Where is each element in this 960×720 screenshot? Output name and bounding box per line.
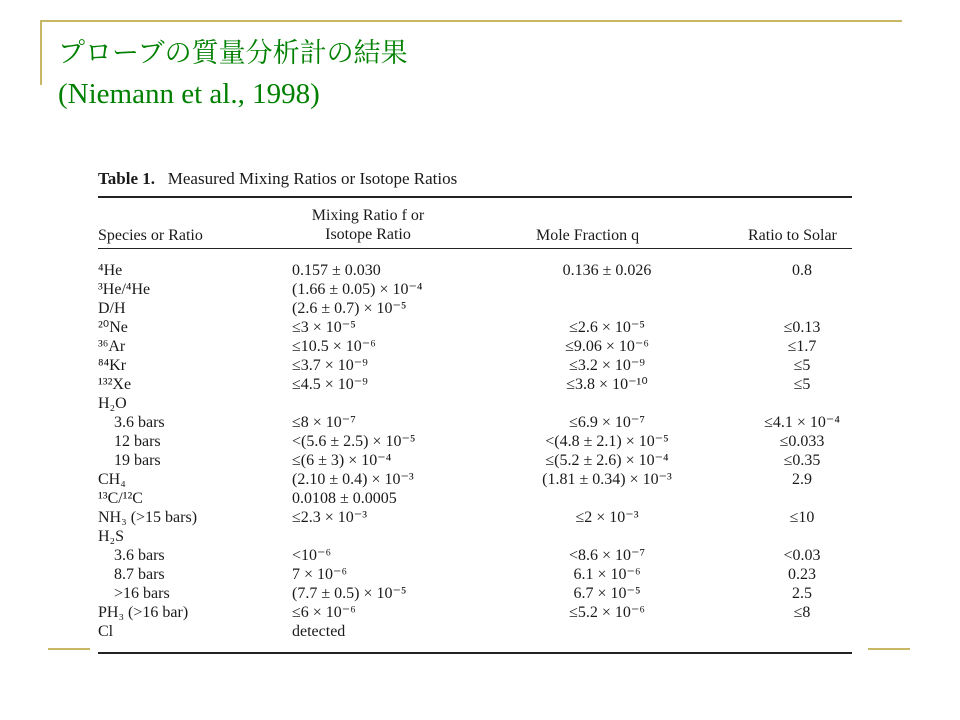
cell-solar: ≤5 (793, 376, 811, 393)
cell-mole: (1.81 ± 0.34) × 10⁻³ (542, 471, 672, 488)
cell-solar: ≤10 (789, 509, 815, 526)
cell-species: CH₄ (98, 471, 126, 488)
cell-species: ³⁶Ar (98, 338, 126, 355)
cell-mix: 0.0108 ± 0.0005 (292, 490, 397, 507)
cell-mole: ≤3.2 × 10⁻⁹ (569, 357, 645, 374)
cell-species: ⁸⁴Kr (98, 357, 127, 374)
cell-species: NH₃ (>15 bars) (98, 509, 198, 526)
cell-species: 3.6 bars (114, 547, 165, 564)
cell-mix: ≤4.5 × 10⁻⁹ (292, 376, 368, 393)
cell-species: ³He/⁴He (98, 281, 151, 298)
decorative-bottom-right-line (868, 648, 910, 650)
cell-mole: 0.136 ± 0.026 (562, 262, 652, 279)
cell-species: 3.6 bars (114, 414, 165, 431)
cell-species: 8.7 bars (114, 566, 165, 583)
cell-mole: ≤3.8 × 10⁻¹⁰ (566, 376, 648, 393)
cell-solar: ≤0.033 (779, 433, 825, 450)
cell-mix: ≤(6 ± 3) × 10⁻⁴ (292, 452, 392, 469)
table-bottom-rule (98, 652, 852, 654)
cell-solar: ≤5 (793, 357, 811, 374)
decorative-vertical-line (40, 20, 42, 85)
cell-mix: ≤2.3 × 10⁻³ (292, 509, 368, 526)
cell-solar: 0.23 (788, 566, 816, 583)
cell-solar: 2.5 (792, 585, 812, 602)
cell-species: Cl (98, 623, 114, 640)
table-label: Table 1. (98, 169, 156, 188)
cell-mix: (1.66 ± 0.05) × 10⁻⁴ (292, 281, 423, 298)
column-header-mixing-ratio-line2: Isotope Ratio (325, 226, 411, 243)
table-top-rule (98, 196, 852, 198)
cell-species: D/H (98, 300, 126, 317)
table-caption-text: Measured Mixing Ratios or Isotope Ratios (167, 169, 458, 188)
cell-species: H₂S (98, 528, 125, 545)
cell-mix: ≤6 × 10⁻⁶ (292, 604, 356, 621)
cell-mix: 7 × 10⁻⁶ (292, 566, 348, 583)
cell-mix: ≤10.5 × 10⁻⁶ (292, 338, 376, 355)
cell-solar: <0.03 (783, 547, 821, 564)
column-header-mole-fraction: Mole Fraction q (536, 227, 640, 244)
cell-species: ¹³²Xe (98, 376, 132, 393)
cell-mix: (2.6 ± 0.7) × 10⁻⁵ (292, 300, 407, 317)
cell-solar: ≤0.35 (783, 452, 821, 469)
table-scan-image (90, 160, 866, 663)
cell-mole: ≤2.6 × 10⁻⁵ (569, 319, 645, 336)
slide-subtitle: (Niemann et al., 1998) (58, 78, 320, 110)
cell-species: PH₃ (>16 bar) (98, 604, 189, 621)
cell-mix: ≤3 × 10⁻⁵ (292, 319, 356, 336)
cell-solar: 0.8 (792, 262, 812, 279)
cell-mix: 0.157 ± 0.030 (292, 262, 381, 279)
cell-mole: 6.7 × 10⁻⁵ (573, 585, 641, 602)
column-header-mixing-ratio (298, 206, 438, 244)
cell-solar: ≤0.13 (783, 319, 821, 336)
cell-solar: 2.9 (792, 471, 812, 488)
cell-mix: ≤8 × 10⁻⁷ (292, 414, 356, 431)
cell-species: >16 bars (114, 585, 170, 602)
cell-species: ¹³C/¹²C (98, 490, 143, 507)
decorative-bottom-left-line (48, 648, 92, 650)
slide-title: プローブの質量分析計の結果 (58, 38, 408, 69)
cell-mole: <(4.8 ± 2.1) × 10⁻⁵ (545, 433, 669, 450)
cell-mole: ≤9.06 × 10⁻⁶ (565, 338, 649, 355)
cell-mix: (2.10 ± 0.4) × 10⁻³ (292, 471, 414, 488)
cell-species: ²⁰Ne (98, 319, 128, 336)
column-header-ratio-to-solar: Ratio to Solar (748, 227, 837, 244)
cell-solar: ≤8 (793, 604, 811, 621)
cell-mole: ≤6.9 × 10⁻⁷ (569, 414, 645, 431)
cell-mole: <8.6 × 10⁻⁷ (568, 547, 646, 564)
cell-mix: ≤3.7 × 10⁻⁹ (292, 357, 368, 374)
decorative-top-line (40, 20, 902, 22)
cell-mix: <(5.6 ± 2.5) × 10⁻⁵ (292, 433, 416, 450)
cell-mole: ≤2 × 10⁻³ (575, 509, 639, 526)
cell-mix: detected (292, 623, 346, 640)
cell-mole: ≤(5.2 ± 2.6) × 10⁻⁴ (545, 452, 669, 469)
table-header-rule (98, 248, 852, 249)
cell-mole: 6.1 × 10⁻⁶ (573, 566, 641, 583)
cell-mix: <10⁻⁶ (292, 547, 332, 564)
cell-mole: ≤5.2 × 10⁻⁶ (569, 604, 645, 621)
column-header-mixing-ratio-line1: Mixing Ratio f or (311, 207, 425, 224)
cell-mix: (7.7 ± 0.5) × 10⁻⁵ (292, 585, 407, 602)
cell-species: ⁴He (98, 262, 123, 279)
cell-species: H₂O (98, 395, 127, 412)
cell-species: 12 bars (114, 433, 161, 450)
table-caption (98, 169, 457, 189)
cell-solar: ≤1.7 (787, 338, 817, 355)
cell-solar: ≤4.1 × 10⁻⁴ (764, 414, 840, 431)
column-header-species: Species or Ratio (98, 227, 203, 244)
cell-species: 19 bars (114, 452, 161, 469)
